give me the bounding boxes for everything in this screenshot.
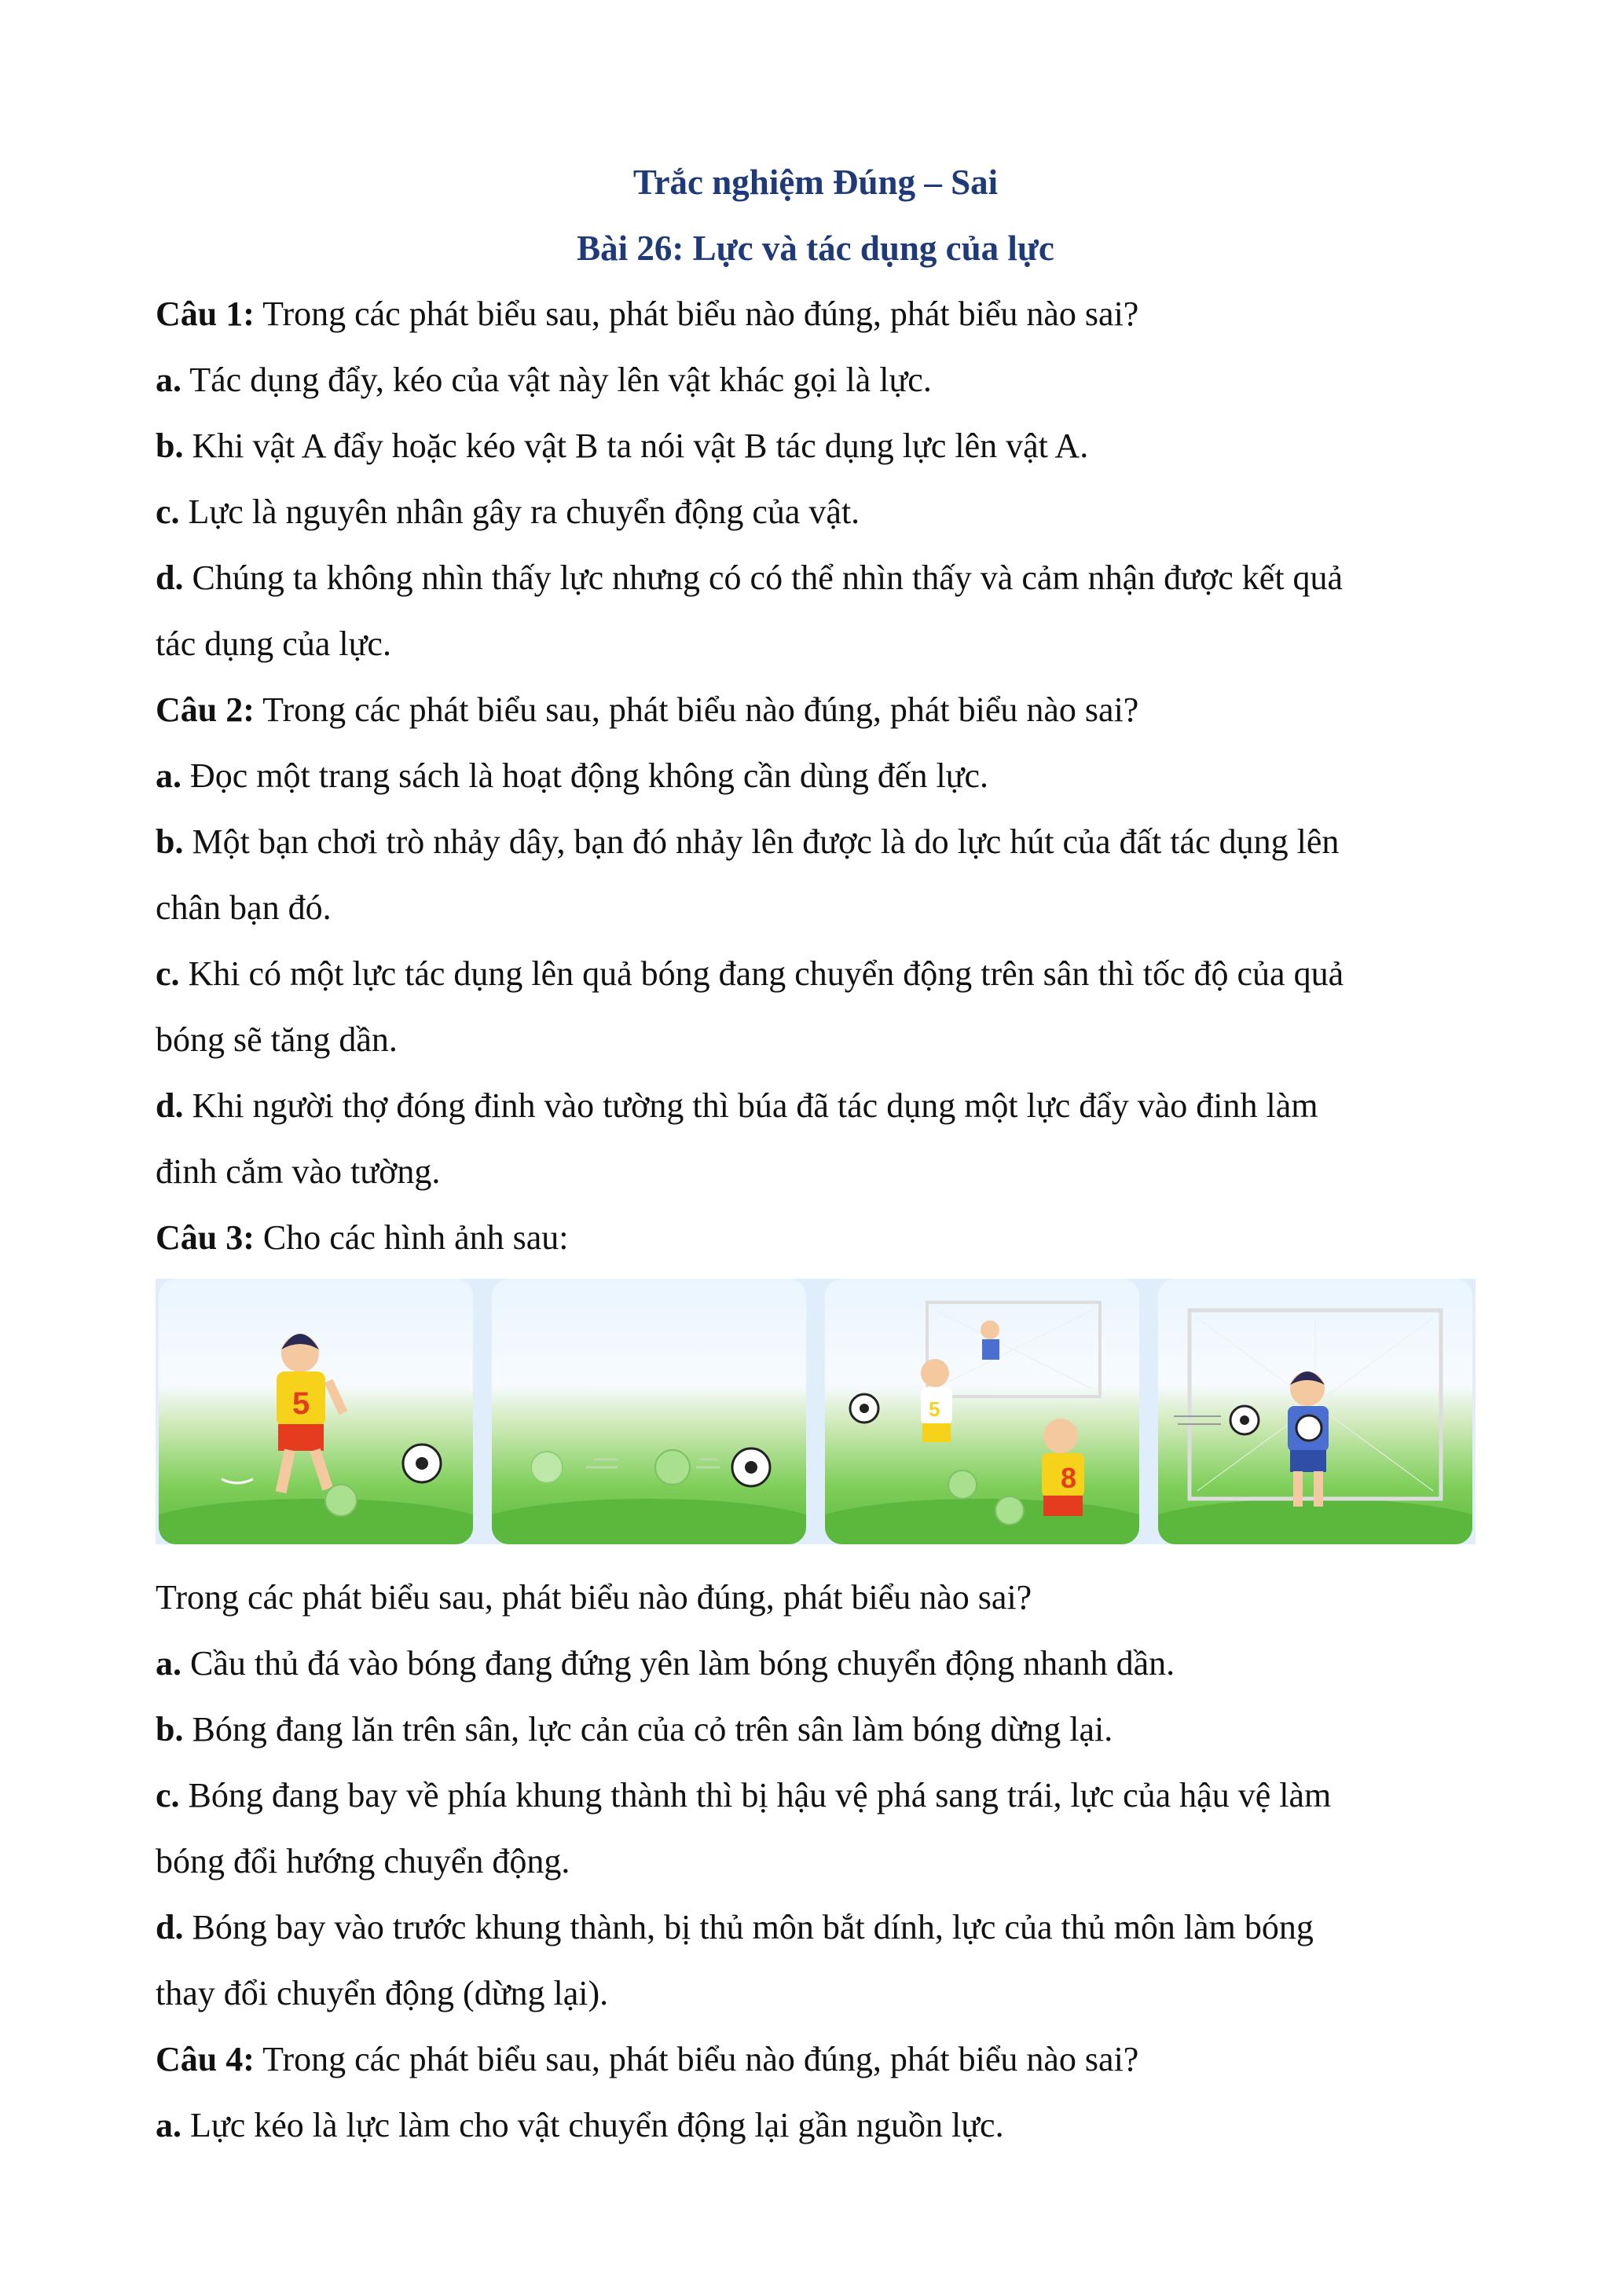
- question-3-prompt: Trong các phát biểu sau, phát biểu nào đúng, phát biểu nào sai?: [156, 1578, 1032, 1617]
- question-3-option-a: [156, 1631, 1476, 1697]
- question-4: [156, 2027, 1476, 2093]
- option-label: a.: [156, 1644, 181, 1683]
- question-4-text: Trong các phát biểu sau, phát biểu nào đúng, phát biểu nào sai?: [254, 2040, 1139, 2078]
- question-1-text: Trong các phát biểu sau, phát biểu nào đúng, phát biểu nào sai?: [254, 295, 1139, 333]
- option-label: b.: [156, 427, 184, 465]
- option-label: c.: [156, 493, 180, 531]
- question-4-label: Câu 4:: [156, 2040, 255, 2078]
- document-page: [156, 149, 1476, 2159]
- question-2-text: Trong các phát biểu sau, phát biểu nào đúng, phát biểu nào sai?: [254, 690, 1139, 729]
- jersey-number: 5: [292, 1386, 310, 1421]
- question-1-option-c: [156, 479, 1476, 545]
- question-3-option-d: [156, 1895, 1476, 1961]
- question-3-option-c-cont: bóng đổi hướng chuyển động.: [156, 1842, 570, 1880]
- option-text: Khi có một lực tác dụng lên quả bóng đang chuyển động trên sân thì tốc độ của quả: [179, 954, 1344, 993]
- illustration-panel-goalkeeper: [1158, 1279, 1472, 1544]
- option-label: c.: [156, 1776, 180, 1814]
- option-text: Đọc một trang sách là hoạt động không cần dùng đến lực.: [181, 756, 989, 795]
- option-text: Bóng đang lăn trên sân, lực cản của cỏ trên sân làm bóng dừng lại.: [183, 1710, 1113, 1749]
- option-label: d.: [156, 1086, 184, 1125]
- option-label: a.: [156, 2106, 181, 2144]
- option-text: Tác dụng đẩy, kéo của vật này lên vật khác gọi là lực.: [181, 361, 932, 399]
- option-text: Bóng đang bay về phía khung thành thì bị hậu vệ phá sang trái, lực của hậu vệ làm: [179, 1776, 1332, 1814]
- jersey-number: 5: [929, 1397, 940, 1421]
- ball-icon: [531, 1448, 770, 1486]
- player-icon: [921, 1320, 1084, 1516]
- option-label: b.: [156, 822, 184, 861]
- lesson-title: Bài 26: Lực và tác dụng của lực: [577, 229, 1054, 268]
- option-text: Chúng ta không nhìn thấy lực nhưng có có thể nhìn thấy và cảm nhận được kết quả: [183, 558, 1344, 597]
- roll-scene: [492, 1279, 806, 1544]
- question-1-option-a: [156, 347, 1476, 413]
- option-label: a.: [156, 361, 181, 399]
- option-text: Lực là nguyên nhân gây ra chuyển động của vật.: [179, 493, 860, 531]
- option-label: a.: [156, 756, 181, 795]
- question-3-text: Cho các hình ảnh sau:: [254, 1218, 569, 1257]
- football-illustration: [156, 1279, 1476, 1544]
- document-title: Trắc nghiệm Đúng – Sai: [632, 163, 999, 202]
- question-2-option-b: [156, 809, 1476, 875]
- question-2-option-c: [156, 941, 1476, 1007]
- question-3: [156, 1205, 1476, 1271]
- question-2-label: Câu 2:: [156, 690, 255, 729]
- option-text: Lực kéo là lực làm cho vật chuyển động lại gần nguồn lực.: [181, 2106, 1004, 2144]
- question-2-option-b-cont: chân bạn đó.: [156, 888, 332, 927]
- option-text: Khi người thợ đóng đinh vào tường thì búa đã tác dụng một lực đẩy vào đinh làm: [183, 1086, 1318, 1125]
- option-text: Bóng bay vào trước khung thành, bị thủ môn bắt dính, lực của thủ môn làm bóng: [183, 1908, 1314, 1946]
- question-1-option-d: [156, 545, 1476, 611]
- illustration-panel-defend: [825, 1279, 1139, 1544]
- question-2-option-c-cont: bóng sẽ tăng dần.: [156, 1020, 398, 1059]
- player-icon: [276, 1334, 348, 1493]
- question-1-option-d-cont: tác dụng của lực.: [156, 624, 391, 663]
- option-text: Một bạn chơi trò nhảy dây, bạn đó nhảy lên được là do lực hút của đất tác dụng lên: [183, 822, 1340, 861]
- option-label: d.: [156, 1908, 184, 1946]
- option-label: c.: [156, 954, 180, 993]
- kick-scene: [159, 1279, 473, 1544]
- question-2: [156, 677, 1476, 743]
- option-label: b.: [156, 1710, 184, 1749]
- jersey-number: 8: [1061, 1462, 1077, 1494]
- question-3-label: Câu 3:: [156, 1218, 255, 1257]
- illustration-panel-roll: [492, 1279, 806, 1544]
- goalkeeper-scene: [1158, 1279, 1472, 1544]
- question-3-option-c: [156, 1763, 1476, 1829]
- defend-scene: [825, 1279, 1139, 1544]
- question-1-option-b: [156, 413, 1476, 479]
- option-text: Cầu thủ đá vào bóng đang đứng yên làm bóng chuyển động nhanh dần.: [181, 1644, 1175, 1683]
- question-2-option-d-cont: đinh cắm vào tường.: [156, 1152, 441, 1191]
- question-4-option-a: [156, 2093, 1476, 2159]
- question-3-option-d-cont: thay đổi chuyển động (dừng lại).: [156, 1974, 609, 2012]
- question-1: [156, 281, 1476, 347]
- option-text: Khi vật A đẩy hoặc kéo vật B ta nói vật B tác dụng lực lên vật A.: [183, 427, 1089, 465]
- option-label: d.: [156, 558, 184, 597]
- question-1-label: Câu 1:: [156, 295, 255, 333]
- question-2-option-d: [156, 1073, 1476, 1139]
- question-2-option-a: [156, 743, 1476, 809]
- question-3-option-b: [156, 1697, 1476, 1763]
- illustration-panel-kick: [159, 1279, 473, 1544]
